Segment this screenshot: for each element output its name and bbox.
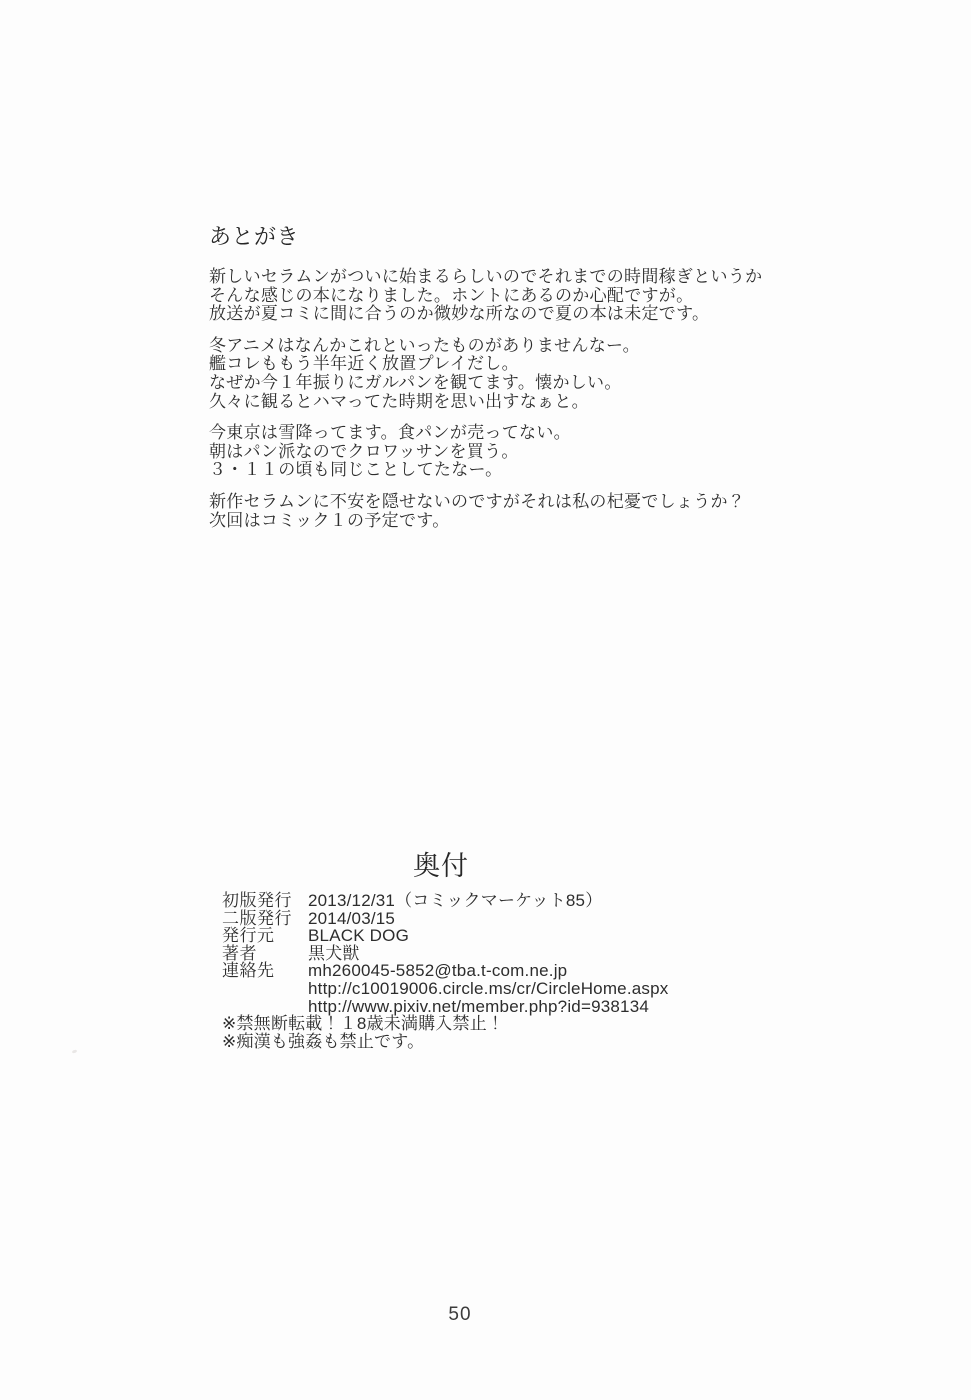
text-line: 朝はパン派なのでクロワッサンを買う。 [209, 441, 519, 461]
colophon-row-publisher [222, 927, 668, 945]
text-line: そんな感じの本になりました。ホントにあるのか心配ですが。 [209, 285, 694, 305]
page-number: 50 [448, 1304, 472, 1325]
colophon-row-contact-email [222, 962, 668, 980]
text-line: なぜか今１年振りにガルパンを観てます。懐かしい。 [209, 372, 622, 392]
afterword-section [209, 222, 789, 543]
text-line: 久々に観るとハマってた時期を思い出すなぁと。 [209, 391, 589, 411]
text-line: 新作セラムンに不安を隠せないのですがそれは私の杞憂でしょうか？ [209, 491, 746, 511]
colophon-label [222, 980, 308, 998]
pixiv-url-text: http://www.pixiv.net/member.php?id=938134 [308, 996, 650, 1016]
colophon-value: 2014/03/15 [308, 908, 396, 928]
contact-email-text: mh260045-5852@tba.t-com.ne.jp [308, 961, 568, 981]
colophon-label: 二版発行 [222, 908, 292, 928]
afterword-paragraph-1 [209, 268, 789, 324]
notice-no-reproduction: ※禁無断転載！１8歳未満購入禁止！ [222, 1014, 505, 1033]
afterword-paragraph-3 [209, 424, 789, 480]
text-line: 新しいセラムンがついに始まるらしいのでそれまでの時間稼ぎというか [209, 267, 763, 286]
colophon-row-first-printing [222, 892, 668, 910]
colophon-row-author [222, 945, 668, 963]
afterword-heading: あとがき [209, 224, 300, 249]
text-line: 艦コレももう半年近く放置プレイだし。 [209, 354, 519, 374]
colophon-value: 2013/12/31（コミックマーケット85） [308, 891, 603, 910]
circle-url-text: http://c10019006.circle.ms/cr/CircleHome.aspx [308, 978, 669, 998]
colophon-label: 初版発行 [222, 891, 292, 910]
colophon-notices [222, 1015, 504, 1051]
text-line: ３・１１の頃も同じことしてたなー。 [209, 460, 503, 480]
colophon-value: BLACK DOG [308, 926, 409, 946]
text-line: 冬アニメはなんかこれといったものがありませんなー。 [209, 335, 640, 355]
colophon-label [222, 998, 308, 1016]
colophon-row-second-printing [222, 910, 668, 928]
afterword-paragraph-2 [209, 337, 789, 411]
colophon-value: 黒犬獣 [308, 943, 360, 963]
notice-disclaimer: ※痴漢も強姦も禁止です。 [222, 1031, 425, 1051]
afterword-paragraph-4 [209, 493, 789, 530]
colophon-label: 発行元 [222, 926, 275, 946]
text-line: 放送が夏コミに間に合うのか微妙な所なので夏の本は未定です。 [209, 304, 710, 324]
colophon-row-pixiv-url [222, 998, 668, 1016]
colophon-table [222, 892, 668, 1015]
colophon-label: 著者 [222, 943, 257, 963]
scan-speck [72, 1049, 78, 1054]
text-line: 次回はコミック１の予定です。 [209, 510, 450, 530]
colophon-row-circle-url [222, 980, 668, 998]
colophon-heading: 奥付 [413, 851, 469, 881]
text-line: 今東京は雪降ってます。食パンが売ってない。 [209, 423, 571, 443]
colophon-label: 連絡先 [222, 961, 275, 981]
